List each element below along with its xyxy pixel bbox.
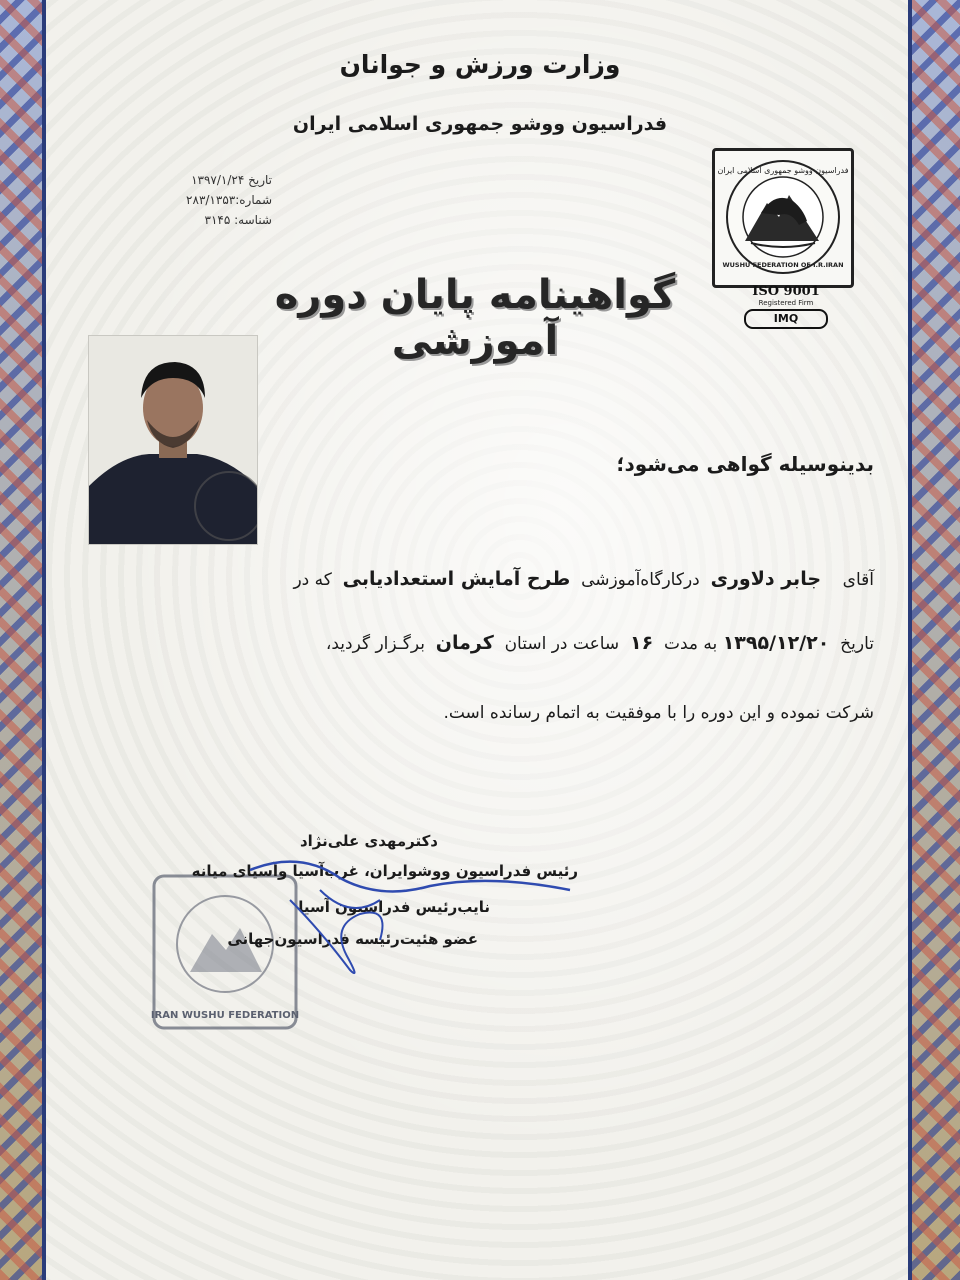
ornamental-border-left (0, 0, 46, 1280)
iso-certification (740, 284, 832, 329)
body-line-3: شرکت نموده و این دوره را با موفقیت به اتمام رسانده است. (443, 703, 874, 723)
province-name: کرمان (435, 632, 494, 654)
wushu-federation-logo (712, 148, 854, 288)
certificate-title: گواهینامه پایان دوره آموزشی (274, 272, 676, 364)
which-in: که در (293, 570, 332, 590)
held-text: برگـزار گردید، (325, 634, 425, 654)
hours-post: ساعت در استان (504, 634, 620, 654)
meta-id: شناسه: ۳۱۴۵ (204, 213, 272, 227)
logo-caption: WUSHU FEDERATION OF I.R.IRAN (722, 261, 844, 269)
recipient-name: جابر دلاوری (710, 568, 822, 590)
course-date: ۱۳۹۵/۱۲/۲۰ (722, 632, 830, 654)
federation-heading: فدراسیون ووشو جمهوری اسلامی ایران (292, 113, 668, 135)
course-hours: ۱۶ (629, 632, 654, 654)
federation-emblem (715, 151, 851, 285)
workshop-pre: درکارگاه‌آموزشی (581, 570, 700, 590)
signatory-role-3: عضو هئیت‌رئیسه فدراسیون‌جهانی (227, 930, 478, 948)
mr-label: آقای (842, 570, 874, 590)
workshop-name: طرح آمایش استعدادیابی (342, 568, 571, 590)
document-meta (142, 170, 272, 230)
ministry-heading: وزارت ورزش و جوانان (339, 50, 621, 79)
signatory-role-1: رئیس فدراسیون ووشوایران، غرب‌آسیا وآسیای میانه (191, 862, 578, 880)
logo-arc-text: فدراسیون ووشو جمهوری اسلامی ایران (717, 166, 849, 175)
body-line-2 (326, 632, 874, 654)
stamp-text: IRAN WUSHU FEDERATION (150, 1010, 300, 1021)
portrait-image (89, 336, 257, 544)
ornamental-border-right (908, 0, 960, 1280)
date-pre: تاریخ (840, 634, 874, 654)
iso-label: ISO 9001 (752, 284, 820, 299)
meta-number: شماره:۲۸۳/۱۳۵۳ (186, 193, 272, 207)
meta-date: تاریخ ۱۳۹۷/۱/۲۴ (191, 173, 272, 187)
handwritten-signature (230, 830, 590, 990)
iso-sub: Registered Firm (758, 299, 814, 307)
duration-pre: به مدت (664, 634, 718, 654)
hereby-certified: بدینوسیله گواهی می‌شود؛ (616, 452, 874, 476)
recipient-photo (88, 335, 258, 545)
signatory-name: دکترمهدی علی‌نژاد (299, 832, 438, 850)
signatory-role-2: نایب‌رئیس فدراسیون آسیا (298, 898, 490, 916)
imq-badge: IMQ (744, 309, 828, 329)
body-line-1 (293, 568, 874, 590)
